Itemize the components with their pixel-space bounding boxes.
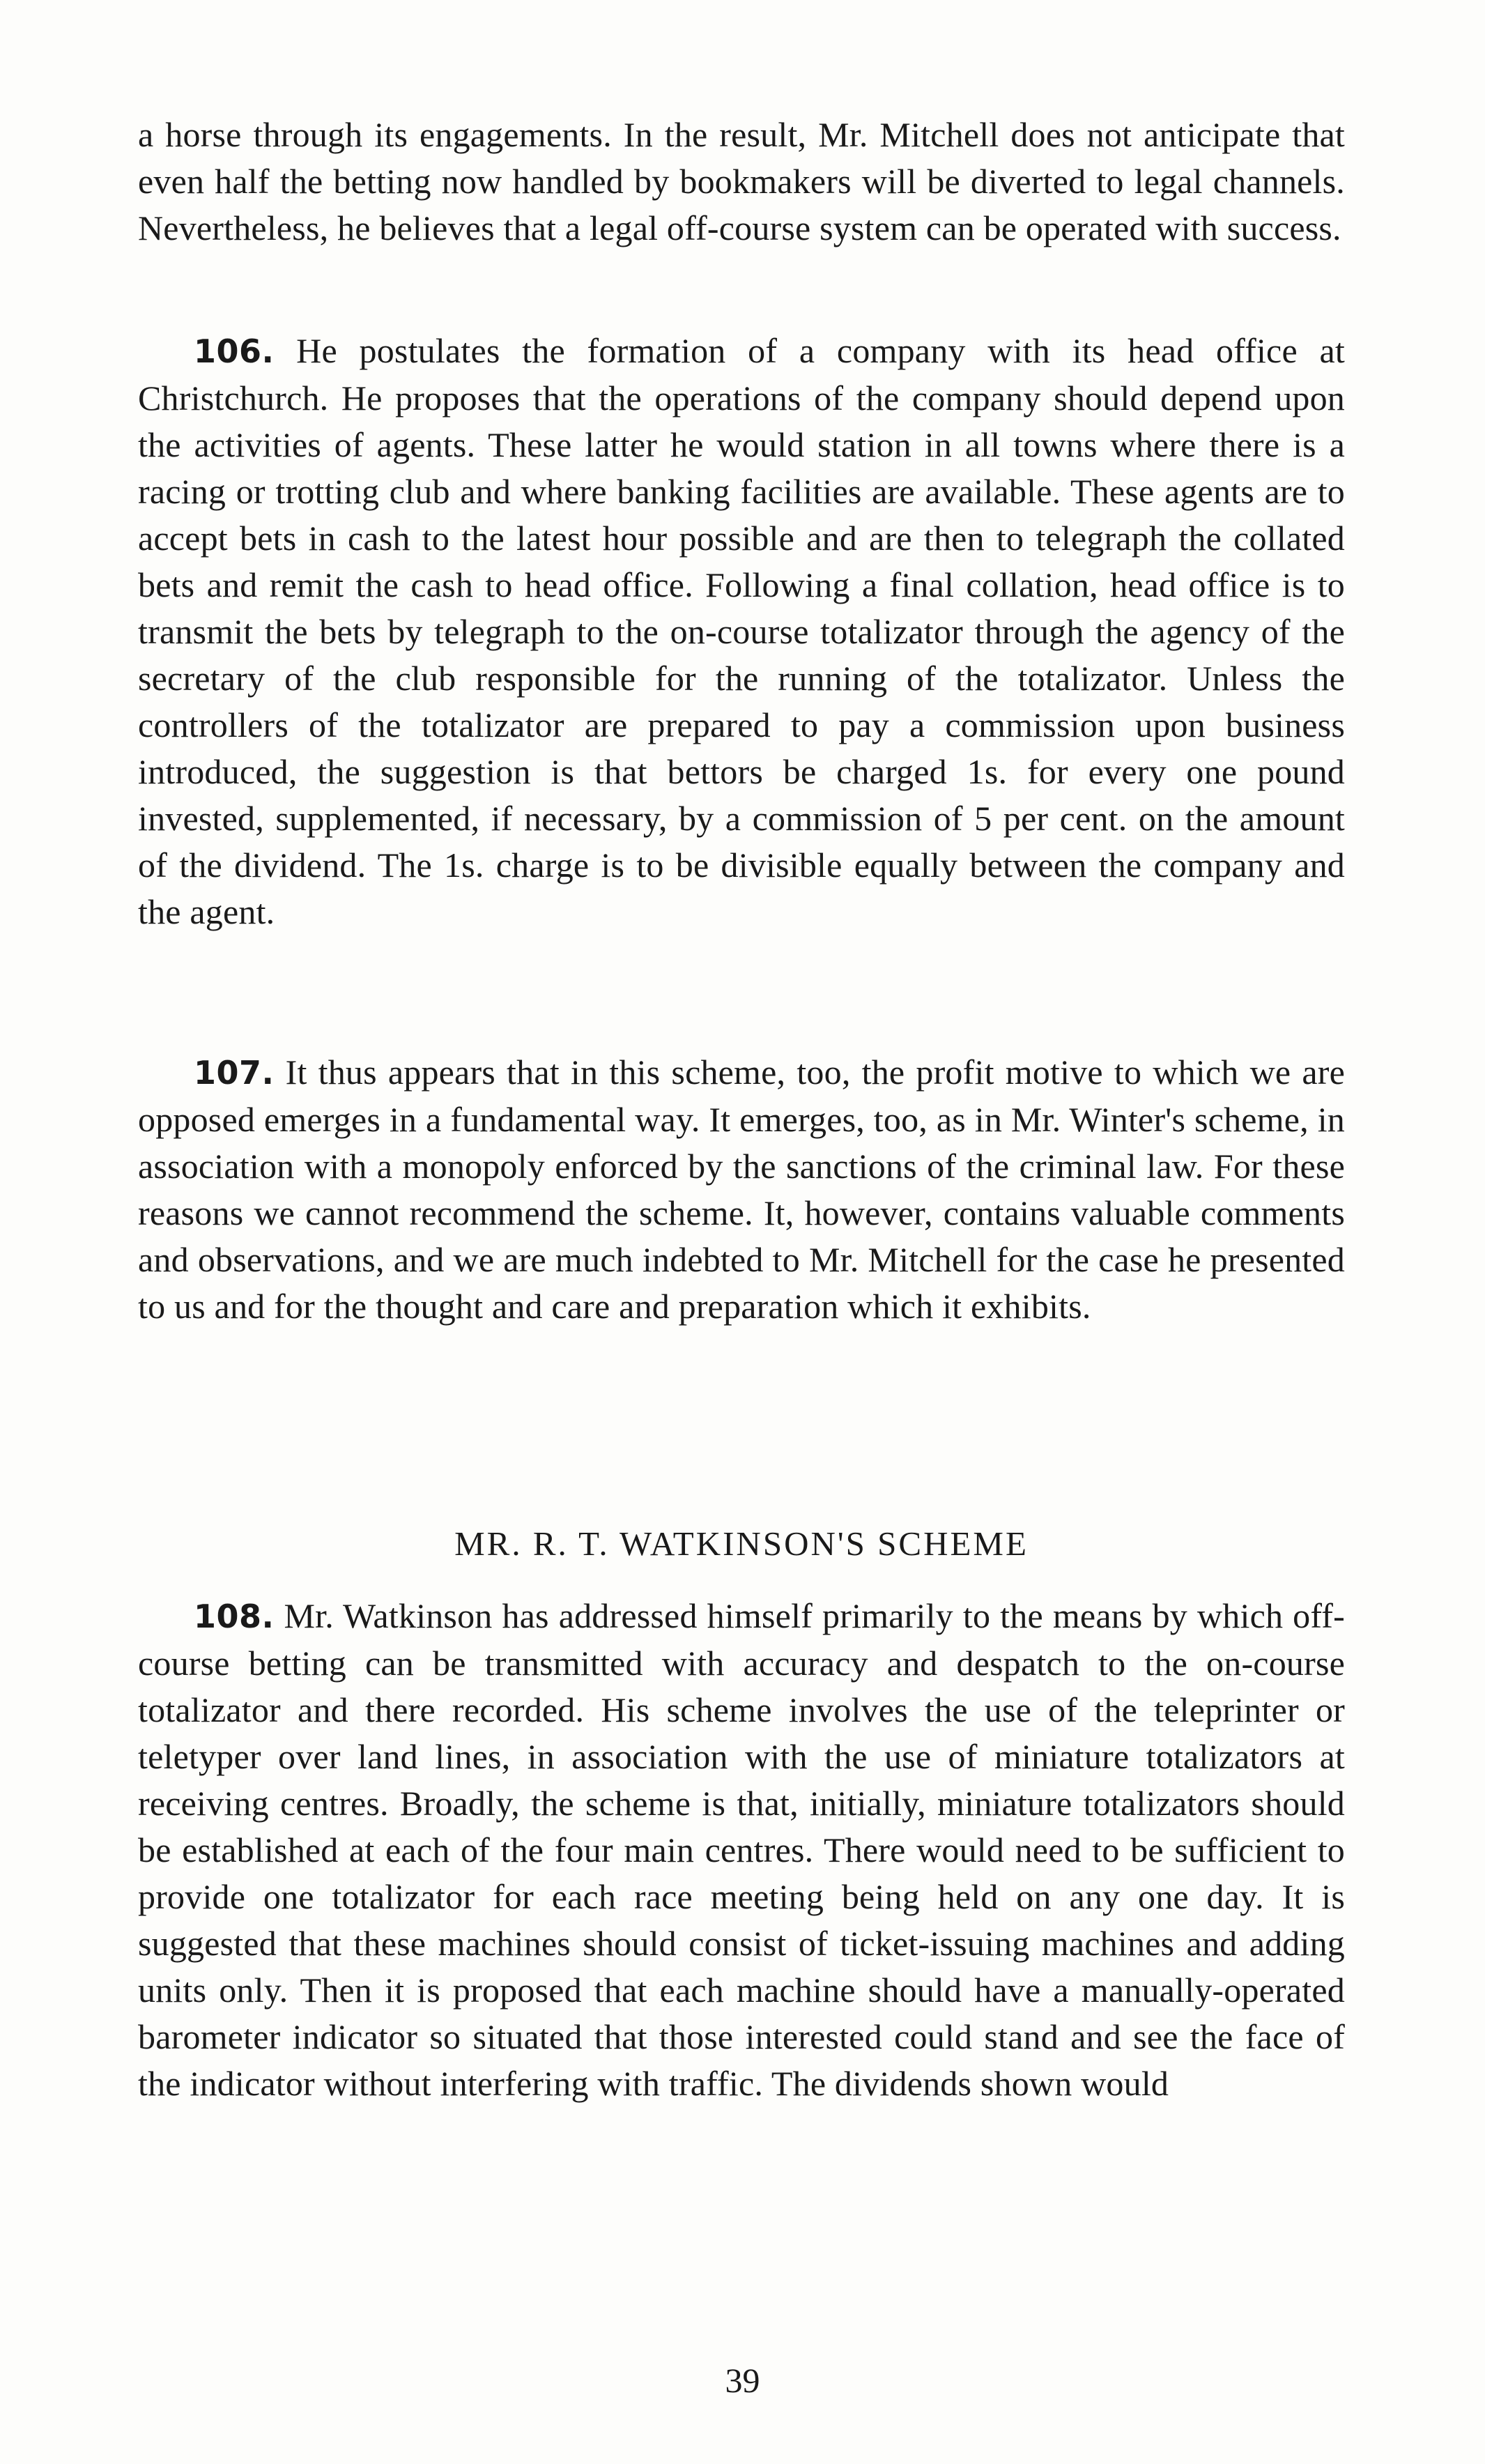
paragraph-number: 108.: [194, 1598, 275, 1635]
section-heading: MR. R. T. WATKINSON'S SCHEME: [454, 1524, 1029, 1563]
paragraph-107: [138, 1049, 1345, 1330]
page-number: 39: [725, 2361, 760, 2400]
paragraph-108: [138, 1593, 1345, 2107]
paragraph-number: 107.: [194, 1054, 275, 1092]
paragraph-number: 106.: [194, 332, 275, 370]
paragraph-106: [138, 328, 1345, 935]
paragraph-text: Mr. Watkinson has addressed himself primarily to the means by which off-course betting can be transmitted with accuracy and despatch to the on-course totalizator and there recorded. His scheme involves the use of the teleprinter or teletyper over land lines, in association with the use of miniature totalizators at receiving centres. Broadly, the scheme is that, initially, miniature totalizators should be established at each of the four main centres. There would need to be sufficient to provide one totalizator for each race meeting being held on any one day. It is suggested that these machines should consist of ticket-issuing machines and adding units only. Then it is proposed that each machine should have a manually-operated barometer indicator so situated that those interested could stand and see the face of the indicator without interfering with traffic. The dividends shown would: [138, 1596, 1345, 2103]
paragraph-continued: [138, 112, 1345, 252]
paragraph-text: It thus appears that in this scheme, too, the profit motive to which we are opposed emerges in a fundamental way. It emerges, too, as in Mr. Winter's scheme, in association with a monopoly enforced by the sanctions of the criminal law. For these reasons we cannot recommend the scheme. It, however, contains valuable comments and observations, and we are much indebted to Mr. Mitchell for the case he presented to us and for the thought and care and preparation which it exhibits.: [138, 1053, 1345, 1326]
paragraph-text: He postulates the formation of a company with its head office at Christchurch. He proposes that the operations of the company should depend upon the activities of agents. These latter he would station in all towns where there is a racing or trotting club and where banking facilities are available. These agents are to accept bets in cash to the latest hour possible and are then to telegraph the collated bets and remit the cash to head office. Following a final collation, head office is to transmit the bets by telegraph to the on-course totalizator through the agency of the secretary of the club responsible for the running of the totalizator. Unless the controllers of the totalizator are prepared to pay a commission upon business introduced, the suggestion is that bettors be charged 1s. for every one pound invested, supplemented, if necessary, by a commission of 5 per cent. on the amount of the dividend. The 1s. charge is to be divisible equally between the company and the agent.: [138, 331, 1345, 931]
paragraph-text: a horse through its engagements. In the result, Mr. Mitchell does not anticipate that even half the betting now handled by bookmakers will be diverted to legal channels. Nevertheless, he believes that a legal off-course system can be operated with success.: [138, 115, 1345, 247]
